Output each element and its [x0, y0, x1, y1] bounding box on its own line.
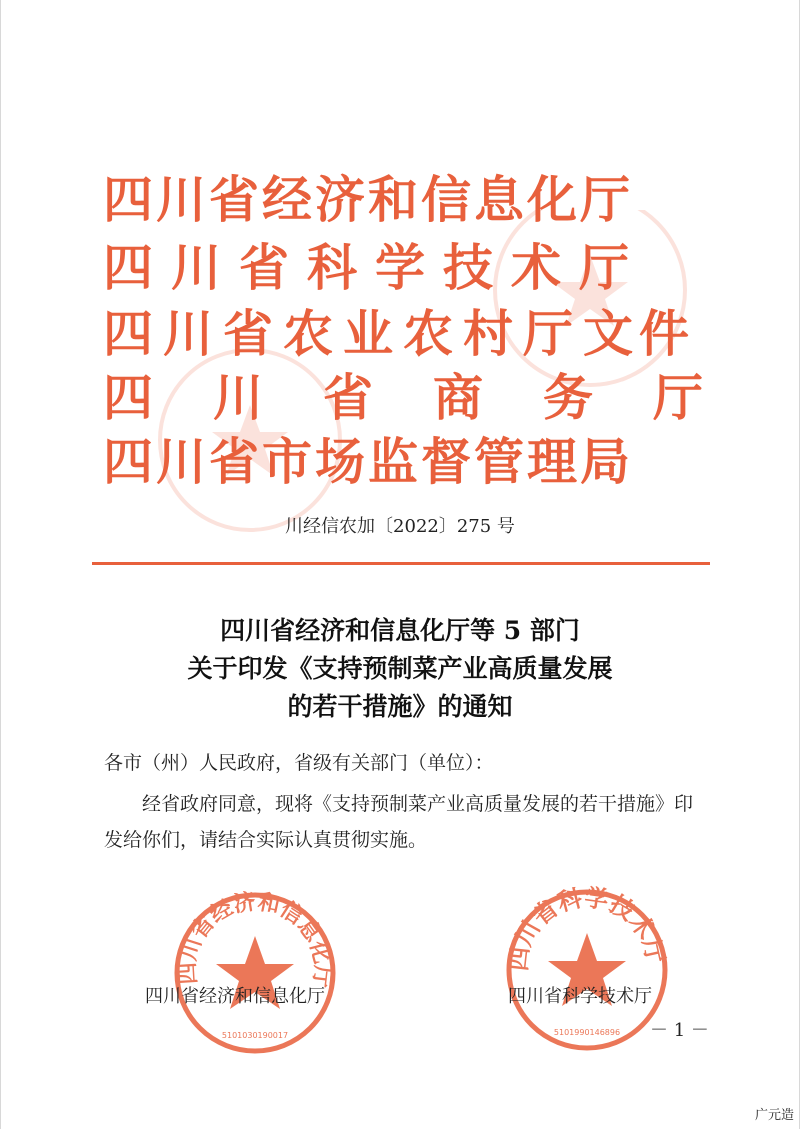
title-line-1: 四川省经济和信息化厅等 5 部门 — [220, 616, 580, 645]
corner-tag: 广元造 — [754, 1108, 794, 1123]
issuer-agriculture-rural: 四川省农业农村厅 — [103, 305, 583, 363]
official-seal-science — [502, 885, 672, 1055]
salutation: 各市（州）人民政府，省级有关部门（单位）： — [104, 752, 494, 774]
seal-1-code: 5101030190017 — [221, 1031, 289, 1040]
document-title — [0, 612, 800, 726]
seal-1-text: 四川省经济和信息化厅 — [175, 889, 335, 989]
title-line-2: 关于印发《支持预制菜产业高质量发展 — [187, 654, 613, 683]
signer-economy: 四川省经济和信息化厅 — [145, 986, 325, 1007]
issuer-economy-informatization: 四川省经济和信息化厅 — [103, 171, 633, 229]
document-word: 文件 — [583, 305, 695, 363]
red-divider-line — [92, 562, 710, 565]
seal-2-text: 四川省科学技术厅 — [504, 885, 670, 973]
issuer-market-regulation: 四川省市场监督管理局 — [103, 433, 633, 491]
issuer-science-technology: 四川省科学技术厅 — [103, 239, 647, 297]
seal-2-code: 5101990146896 — [553, 1028, 621, 1037]
signer-science: 四川省科学技术厅 — [508, 986, 652, 1007]
official-seal-economy — [170, 888, 340, 1058]
page-number: － 1 － — [650, 1020, 709, 1041]
document-number: 川经信农加〔2022〕275 号 — [285, 516, 515, 537]
body-paragraph: 经省政府同意，现将《支持预制菜产业高质量发展的若干措施》印发给你们，请结合实际认真贯彻实施。 — [104, 793, 694, 851]
issuer-commerce: 四川省商务厅 — [103, 369, 763, 427]
title-line-3: 的若干措施》的通知 — [287, 692, 513, 721]
